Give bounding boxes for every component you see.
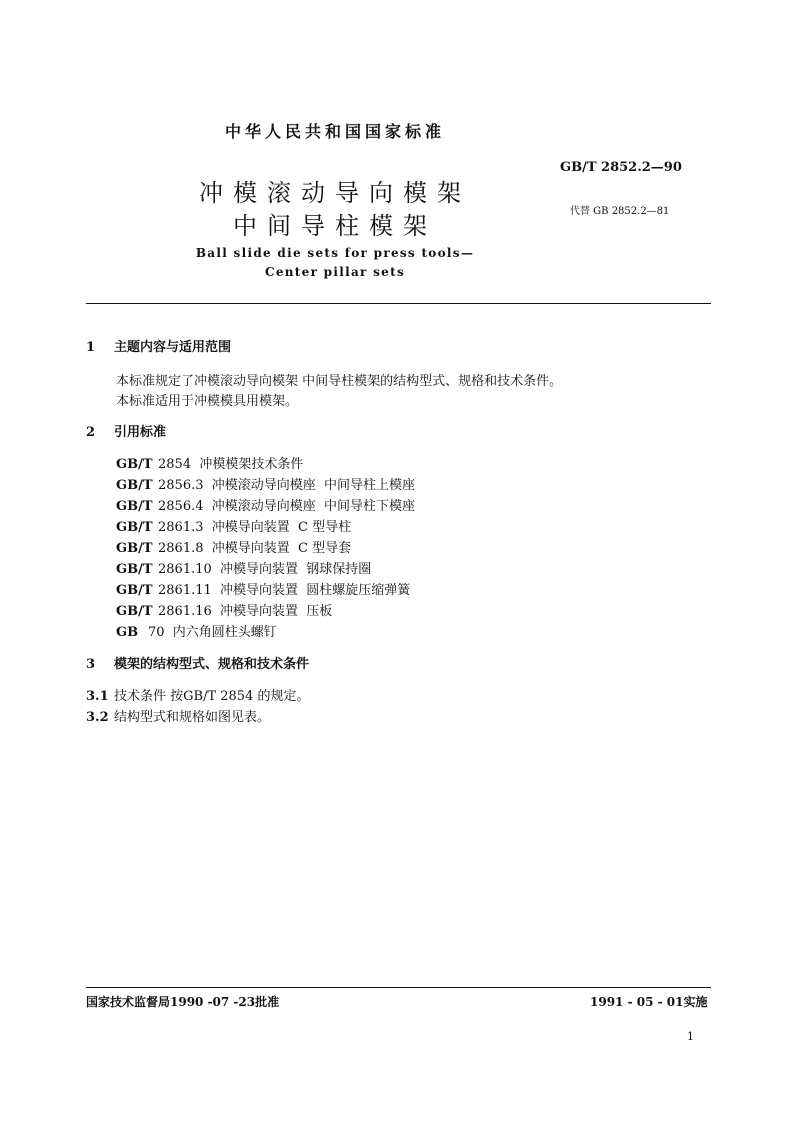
section-title: 模架的结构型式、规格和技术条件 xyxy=(114,657,310,672)
reference-code: GB/T xyxy=(116,457,153,472)
clause-text: 技术条件 按GB/T 2854 的规定。 xyxy=(114,689,310,704)
page-number: 1 xyxy=(687,1030,694,1043)
reference-code: GB/T xyxy=(116,478,153,493)
section-number: 2 xyxy=(86,425,96,440)
reference-code: GB/T xyxy=(116,583,153,598)
clause-3-1 xyxy=(86,685,309,704)
reference-item xyxy=(116,558,371,577)
reference-text: 2854 冲模模架技术条件 xyxy=(158,457,304,472)
clause-text: 结构型式和规格如图见表。 xyxy=(114,710,271,725)
reference-text: 2861.8 冲模导向装置 C 型导套 xyxy=(158,541,352,556)
title-line-2: 中间导柱模架 xyxy=(233,212,437,240)
implementation-date: 1991 - 05 - 01实施 xyxy=(590,995,708,1009)
reference-text: 2861.16 冲模导向装置 压板 xyxy=(158,604,333,619)
footer-divider xyxy=(86,987,711,988)
reference-item xyxy=(116,600,332,619)
reference-text: 2861.10 冲模导向装置 钢球保持圈 xyxy=(158,562,372,577)
reference-item xyxy=(116,495,415,514)
reference-code: GB/T xyxy=(116,541,153,556)
reference-code: GB/T xyxy=(116,499,153,514)
reference-item xyxy=(116,474,415,493)
clause-number: 3.1 xyxy=(86,689,109,704)
approval-date: 国家技术监督局1990 -07 -23批准 xyxy=(86,995,280,1009)
clause-number: 3.2 xyxy=(86,710,109,725)
section-number: 3 xyxy=(86,657,96,672)
reference-item xyxy=(116,453,303,472)
reference-text: 2856.4 冲模滚动导向模座 中间导柱下模座 xyxy=(158,499,416,514)
replaces-standard: 代替 GB 2852.2—81 xyxy=(570,206,670,217)
section-1-paragraph: 本标准规定了冲模滚动导向模架 中间导柱模架的结构型式、规格和技术条件。 xyxy=(116,374,563,389)
reference-text: 70 内六角圆柱头螺钉 xyxy=(148,625,277,640)
section-title: 引用标准 xyxy=(114,425,167,440)
reference-item xyxy=(116,537,351,556)
english-title-line-2: Center pillar sets xyxy=(264,265,406,279)
section-3-heading xyxy=(86,653,309,672)
english-title-line-1: Ball slide die sets for press tools— xyxy=(195,246,475,260)
title-line-1: 冲模滚动导向模架 xyxy=(199,179,471,207)
reference-text: 2861.11 冲模导向装置 圆柱螺旋压缩弹簧 xyxy=(158,583,411,598)
section-1-paragraph: 本标准适用于冲模模具用模架。 xyxy=(116,394,299,409)
reference-code: GB/T xyxy=(116,520,153,535)
reference-item xyxy=(116,516,351,535)
reference-text: 2856.3 冲模滚动导向模座 中间导柱上模座 xyxy=(158,478,416,493)
section-title: 主题内容与适用范围 xyxy=(114,340,232,355)
reference-code: GB/T xyxy=(116,562,153,577)
section-1-heading xyxy=(86,336,231,355)
section-number: 1 xyxy=(86,340,96,355)
header-divider xyxy=(86,303,711,304)
clause-3-2 xyxy=(86,706,270,725)
issuing-organization: 中华人民共和国国家标准 xyxy=(224,122,445,141)
reference-item xyxy=(116,579,410,598)
standard-number: GB/T 2852.2—90 xyxy=(560,160,682,175)
reference-text: 2861.3 冲模导向装置 C 型导柱 xyxy=(158,520,352,535)
reference-item xyxy=(116,621,277,640)
reference-code: GB/T xyxy=(116,604,153,619)
reference-code: GB xyxy=(116,625,139,640)
section-2-heading xyxy=(86,421,166,440)
